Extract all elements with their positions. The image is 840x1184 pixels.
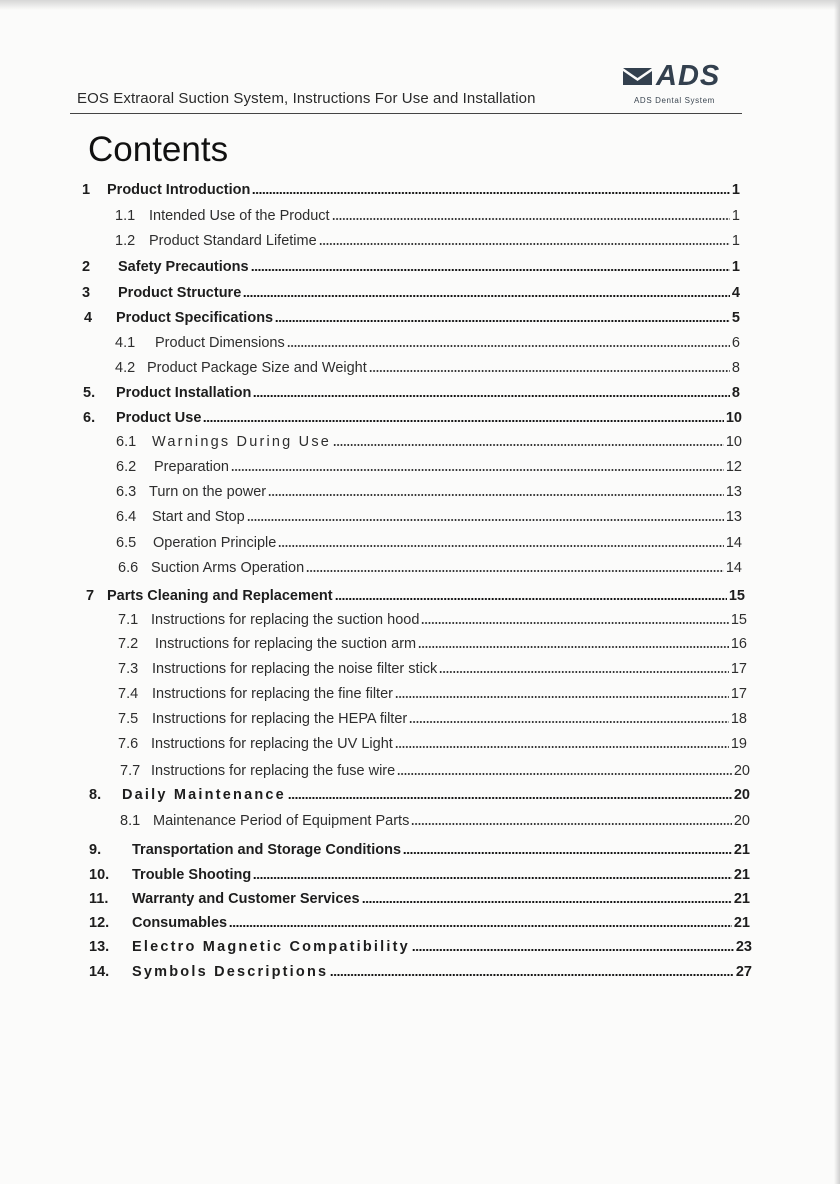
toc-entry-page: 21	[733, 867, 750, 883]
toc-entry-title: Instructions for replacing the suction hood	[151, 612, 420, 628]
toc-entry[interactable]	[115, 360, 740, 382]
toc-entry-title: Product Specifications	[116, 310, 274, 326]
toc-dot-leader	[397, 773, 732, 775]
toc-entry-number: 10.	[89, 867, 110, 883]
scan-shadow-right	[834, 0, 840, 1184]
toc-entry-title: Instructions for replacing the noise filter stick	[152, 661, 438, 677]
toc-entry-title: Product Use	[116, 410, 202, 426]
toc-entry-title: Product Standard Lifetime	[149, 233, 317, 249]
toc-entry-title: Parts Cleaning and Replacement	[107, 588, 333, 604]
document-header-title: EOS Extraoral Suction System, Instructions For Use and Installation	[77, 90, 536, 107]
toc-entry-number: 5.	[83, 385, 96, 401]
toc-entry-title: Instructions for replacing the fine filter	[152, 686, 393, 702]
toc-entry-page: 1	[731, 208, 740, 224]
toc-entry-title: Product Installation	[116, 385, 252, 401]
toc-entry-page: 20	[733, 813, 750, 829]
toc-entry-page: 21	[733, 891, 750, 907]
toc-entry-number: 1.1	[115, 208, 136, 224]
toc-entry-title: Instructions for replacing the HEPA filter	[152, 711, 408, 727]
toc-entry-page: 8	[731, 360, 740, 376]
toc-dot-leader	[330, 974, 734, 976]
toc-entry-number: 4.2	[115, 360, 136, 376]
toc-entry-number: 7.1	[118, 612, 139, 628]
toc-dot-leader	[268, 494, 724, 496]
toc-dot-leader	[287, 345, 730, 347]
toc-entry-page: 8	[731, 385, 740, 401]
toc-entry-title: Product Introduction	[107, 182, 251, 198]
toc-entry-number: 2	[82, 259, 91, 275]
toc-entry[interactable]	[83, 410, 742, 432]
toc-entry-page: 1	[731, 259, 740, 275]
toc-entry-title: Instructions for replacing the UV Light	[151, 736, 393, 752]
toc-entry-page: 16	[730, 636, 747, 652]
toc-entry-page: 6	[731, 335, 740, 351]
toc-entry[interactable]	[115, 233, 740, 255]
toc-entry-page: 5	[731, 310, 740, 326]
toc-dot-leader	[369, 370, 730, 372]
toc-entry[interactable]	[115, 208, 740, 230]
toc-entry[interactable]	[115, 335, 740, 357]
page-title: Contents	[88, 130, 229, 169]
toc-entry-title: Safety Precautions	[118, 259, 249, 275]
toc-entry-title: Turn on the power	[149, 484, 267, 500]
toc-entry-page: 23	[735, 939, 752, 955]
toc-entry[interactable]	[116, 459, 742, 481]
toc-entry-number: 1.2	[115, 233, 136, 249]
toc-entry-page: 10	[725, 410, 742, 426]
toc-entry[interactable]	[82, 182, 740, 204]
toc-entry-number: 1	[82, 182, 91, 198]
toc-dot-leader	[253, 877, 732, 879]
logo-subtitle: ADS Dental System	[634, 96, 715, 105]
toc-entry[interactable]	[116, 484, 742, 506]
toc-dot-leader	[411, 823, 732, 825]
toc-dot-leader	[395, 696, 729, 698]
toc-entry[interactable]	[116, 535, 742, 557]
toc-entry[interactable]	[116, 434, 742, 456]
toc-entry-number: 6.5	[116, 535, 137, 551]
toc-entry-page: 1	[731, 233, 740, 249]
toc-entry[interactable]	[83, 385, 740, 407]
toc-entry-number: 8.1	[120, 813, 141, 829]
toc-entry-number: 6.3	[116, 484, 137, 500]
toc-entry-page: 21	[733, 842, 750, 858]
toc-entry-title: Warranty and Customer Services	[132, 891, 360, 907]
toc-entry-page: 14	[725, 560, 742, 576]
toc-entry-page: 15	[730, 612, 747, 628]
toc-entry-title: Instructions for replacing the fuse wire	[151, 763, 396, 779]
toc-entry-title: Preparation	[154, 459, 229, 475]
toc-entry-page: 4	[731, 285, 740, 301]
toc-dot-leader	[288, 797, 732, 799]
toc-entry-page: 21	[733, 915, 750, 931]
toc-entry[interactable]	[89, 891, 750, 913]
toc-entry-title: Product Dimensions	[155, 335, 285, 351]
toc-entry-number: 8.	[89, 787, 102, 803]
toc-entry-number: 4	[84, 310, 93, 326]
toc-entry[interactable]	[118, 560, 742, 582]
toc-entry-number: 3	[82, 285, 91, 301]
toc-entry-number: 6.4	[116, 509, 137, 525]
toc-dot-leader	[306, 570, 724, 572]
toc-dot-leader	[243, 295, 730, 297]
toc-dot-leader	[333, 444, 724, 446]
toc-entry-number: 7.2	[118, 636, 139, 652]
toc-entry-title: Instructions for replacing the suction arm	[155, 636, 417, 652]
toc-entry-page: 1	[731, 182, 740, 198]
toc-dot-leader	[395, 746, 729, 748]
toc-entry-number: 6.	[83, 410, 96, 426]
toc-entry[interactable]	[89, 939, 752, 961]
toc-dot-leader	[229, 925, 732, 927]
toc-entry[interactable]	[82, 285, 740, 307]
toc-entry-page: 10	[725, 434, 742, 450]
toc-entry-number: 11.	[89, 891, 109, 907]
toc-entry[interactable]	[86, 588, 745, 610]
toc-entry-number: 12.	[89, 915, 110, 931]
toc-entry-number: 9.	[89, 842, 102, 858]
toc-entry-title: Suction Arms Operation	[151, 560, 305, 576]
toc-entry-number: 7.7	[120, 763, 141, 779]
toc-entry-page: 18	[730, 711, 747, 727]
toc-entry-page: 13	[725, 484, 742, 500]
toc-entry[interactable]	[89, 964, 752, 986]
toc-entry-title: Symbols Descriptions	[132, 964, 329, 980]
toc-entry-title: Intended Use of the Product	[149, 208, 330, 224]
toc-entry[interactable]	[84, 310, 740, 332]
toc-entry-number: 6.6	[118, 560, 139, 576]
toc-entry-page: 20	[733, 787, 750, 803]
toc-entry[interactable]	[120, 813, 750, 835]
toc-entry-page: 14	[725, 535, 742, 551]
toc-entry-number: 7.3	[118, 661, 139, 677]
toc-entry[interactable]	[89, 867, 750, 889]
toc-entry-number: 4.1	[115, 335, 136, 351]
toc-dot-leader	[335, 598, 727, 600]
toc-entry-page: 17	[730, 661, 747, 677]
toc-entry-title: Consumables	[132, 915, 228, 931]
toc-dot-leader	[203, 420, 723, 422]
toc-entry[interactable]	[118, 612, 747, 634]
toc-dot-leader	[403, 852, 732, 854]
logo-wordmark: ADS	[656, 60, 721, 92]
toc-entry[interactable]	[82, 259, 740, 281]
toc-dot-leader	[332, 218, 730, 220]
toc-entry[interactable]	[118, 711, 747, 733]
toc-entry[interactable]	[118, 686, 747, 708]
toc-dot-leader	[412, 949, 734, 951]
toc-dot-leader	[251, 269, 730, 271]
toc-entry[interactable]	[118, 636, 747, 658]
toc-entry-page: 15	[728, 588, 745, 604]
toc-entry-number: 13.	[89, 939, 110, 955]
toc-entry-title: Start and Stop	[152, 509, 245, 525]
toc-entry[interactable]	[89, 787, 750, 809]
toc-entry-page: 17	[730, 686, 747, 702]
toc-dot-leader	[418, 646, 729, 648]
ads-logo	[622, 60, 742, 110]
envelope-icon	[622, 60, 654, 86]
toc-entry-title: Product Package Size and Weight	[147, 360, 367, 376]
toc-dot-leader	[409, 721, 729, 723]
toc-entry-number: 7.5	[118, 711, 139, 727]
toc-dot-leader	[362, 901, 732, 903]
toc-entry-title: Warnings During Use	[152, 434, 332, 450]
toc-dot-leader	[275, 320, 730, 322]
toc-dot-leader	[253, 395, 730, 397]
toc-entry-page: 27	[735, 964, 752, 980]
scan-shadow-top	[0, 0, 840, 10]
toc-dot-leader	[231, 469, 724, 471]
toc-entry[interactable]	[89, 842, 750, 864]
toc-entry[interactable]	[118, 736, 747, 758]
toc-entry-number: 6.2	[116, 459, 137, 475]
toc-entry-title: Trouble Shooting	[132, 867, 252, 883]
toc-dot-leader	[439, 671, 729, 673]
toc-dot-leader	[278, 545, 724, 547]
toc-entry-title: Product Structure	[118, 285, 242, 301]
toc-entry-page: 20	[733, 763, 750, 779]
toc-entry-page: 13	[725, 509, 742, 525]
toc-entry-number: 7.6	[118, 736, 139, 752]
toc-dot-leader	[319, 243, 730, 245]
toc-entry-title: Daily Maintenance	[122, 787, 286, 803]
toc-dot-leader	[252, 192, 730, 194]
toc-entry-title: Operation Principle	[153, 535, 277, 551]
toc-entry-number: 14.	[89, 964, 110, 980]
toc-dot-leader	[421, 622, 728, 624]
toc-entry-title: Transportation and Storage Conditions	[132, 842, 402, 858]
toc-entry-title: Maintenance Period of Equipment Parts	[153, 813, 410, 829]
header-divider	[70, 113, 742, 114]
toc-entry-page: 19	[730, 736, 747, 752]
toc-entry-number: 7	[86, 588, 95, 604]
toc-entry[interactable]	[120, 763, 750, 785]
toc-entry[interactable]	[116, 509, 742, 531]
toc-entry-page: 12	[725, 459, 742, 475]
toc-entry-number: 6.1	[116, 434, 137, 450]
toc-dot-leader	[247, 519, 724, 521]
toc-entry[interactable]	[89, 915, 750, 937]
toc-entry-number: 7.4	[118, 686, 139, 702]
toc-entry-title: Electro Magnetic Compatibility	[132, 939, 410, 955]
toc-entry[interactable]	[118, 661, 747, 683]
